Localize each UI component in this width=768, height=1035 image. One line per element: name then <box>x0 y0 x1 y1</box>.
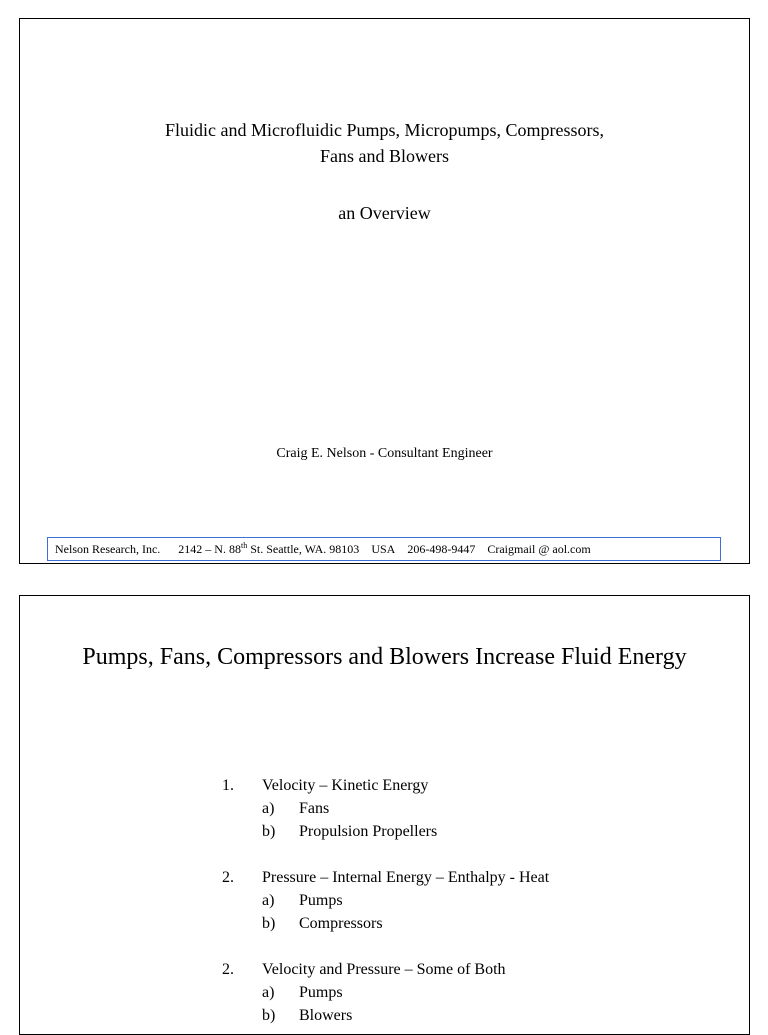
footer-country: USA <box>371 541 396 556</box>
contact-footer <box>47 537 721 561</box>
slide-title-line-1: Fluidic and Microfluidic Pumps, Micropumps, Compressors, <box>165 120 604 140</box>
footer-company: Nelson Research, Inc. <box>55 541 161 556</box>
footer-phone: 206-498-9447 <box>407 541 476 556</box>
item-label: Velocity – Kinetic Energy <box>262 777 429 794</box>
footer-address <box>178 541 359 557</box>
footer-address-sup: th <box>240 541 248 550</box>
footer-address-pre: 2142 – N. 88 <box>178 542 241 556</box>
sub-item-text: Pumps <box>299 892 343 909</box>
title-slide <box>19 18 750 564</box>
sub-item-text: Fans <box>299 800 330 817</box>
sub-item-letter: b) <box>262 1007 276 1024</box>
sub-item-text: Pumps <box>299 984 343 1001</box>
item-number: 2. <box>222 961 234 978</box>
sub-item-letter: b) <box>262 823 276 840</box>
slide-title <box>20 117 749 169</box>
slide-heading: Pumps, Fans, Compressors and Blowers Increase Fluid Energy <box>82 644 687 670</box>
slide-title-line-2: Fans and Blowers <box>320 146 449 166</box>
sub-item-letter: b) <box>262 915 276 932</box>
content-slide <box>19 595 750 1035</box>
sub-item-letter: a) <box>262 800 275 817</box>
footer-email: Craigmail @ aol.com <box>487 541 591 556</box>
sub-item-letter: a) <box>262 984 275 1001</box>
sub-item-text: Propulsion Propellers <box>299 823 438 840</box>
slide-subtitle: an Overview <box>338 203 431 223</box>
item-number: 2. <box>222 869 234 886</box>
footer-address-post: St. Seattle, WA. 98103 <box>247 542 360 556</box>
item-number: 1. <box>222 777 234 794</box>
sub-item-letter: a) <box>262 892 275 909</box>
author-line: Craig E. Nelson - Consultant Engineer <box>276 446 493 461</box>
sub-item-text: Compressors <box>299 915 383 932</box>
item-label: Pressure – Internal Energy – Enthalpy - Heat <box>262 869 550 886</box>
sub-item-text: Blowers <box>299 1007 353 1024</box>
item-label: Velocity and Pressure – Some of Both <box>262 961 506 978</box>
